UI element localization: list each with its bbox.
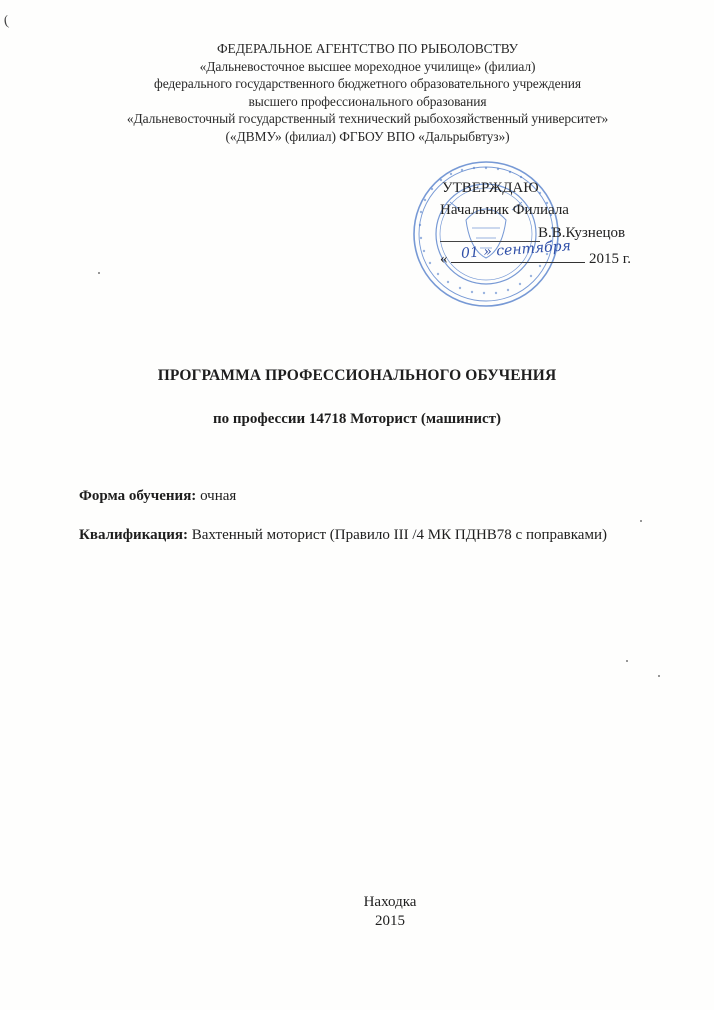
study-form-field [79, 488, 236, 505]
approval-title: УТВЕРЖДАЮ [442, 180, 539, 196]
document-footer [0, 893, 714, 931]
scan-speck [658, 675, 660, 677]
date-year: 2015 г. [589, 251, 631, 267]
institution-header [40, 40, 695, 146]
qualification-value: Вахтенный моторист (Правило III /4 МК ПДНВ78 с поправками) [188, 527, 607, 543]
scan-speck [626, 660, 628, 662]
header-line-university: «Дальневосточный государственный технический рыбохозяйственный университет» [126, 111, 609, 127]
header-line-institution-type: федерального государственного бюджетного образовательного учреждения [154, 76, 581, 92]
approver-name: В.В.Кузнецов [538, 225, 626, 241]
handwritten-date: 01 » сентября [460, 238, 572, 262]
study-form-value: очная [196, 488, 237, 504]
footer-city: Находка [363, 894, 417, 910]
date-handwritten-field [451, 238, 585, 263]
header-line-branch: «Дальневосточное высшее мореходное училище» (филиал) [199, 58, 536, 74]
program-title: ПРОГРАММА ПРОФЕССИОНАЛЬНОГО ОБУЧЕНИЯ [157, 367, 557, 384]
scan-speck [640, 520, 642, 522]
scan-corner-mark: ( [2, 13, 10, 30]
scan-speck [98, 272, 100, 274]
program-subtitle: по профессии 14718 Моторист (машинист) [212, 411, 502, 427]
footer-year: 2015 [375, 913, 405, 929]
qualification-field [79, 527, 607, 544]
qualification-label: Квалификация: [79, 527, 188, 543]
study-form-label: Форма обучения: [79, 488, 197, 504]
header-line-abbreviation: («ДВМУ» (филиал) ФГБОУ ВПО «Дальрыбвтуз») [225, 128, 510, 144]
header-line-education-level: высшего профессионального образования [248, 93, 487, 109]
approval-date [440, 238, 631, 268]
date-open-quote: « [440, 251, 448, 267]
approver-position: Начальник Филиала [440, 202, 569, 218]
header-line-agency: ФЕДЕРАЛЬНОЕ АГЕНТСТВО ПО РЫБОЛОВСТВУ [216, 41, 519, 56]
approval-block [400, 178, 660, 288]
